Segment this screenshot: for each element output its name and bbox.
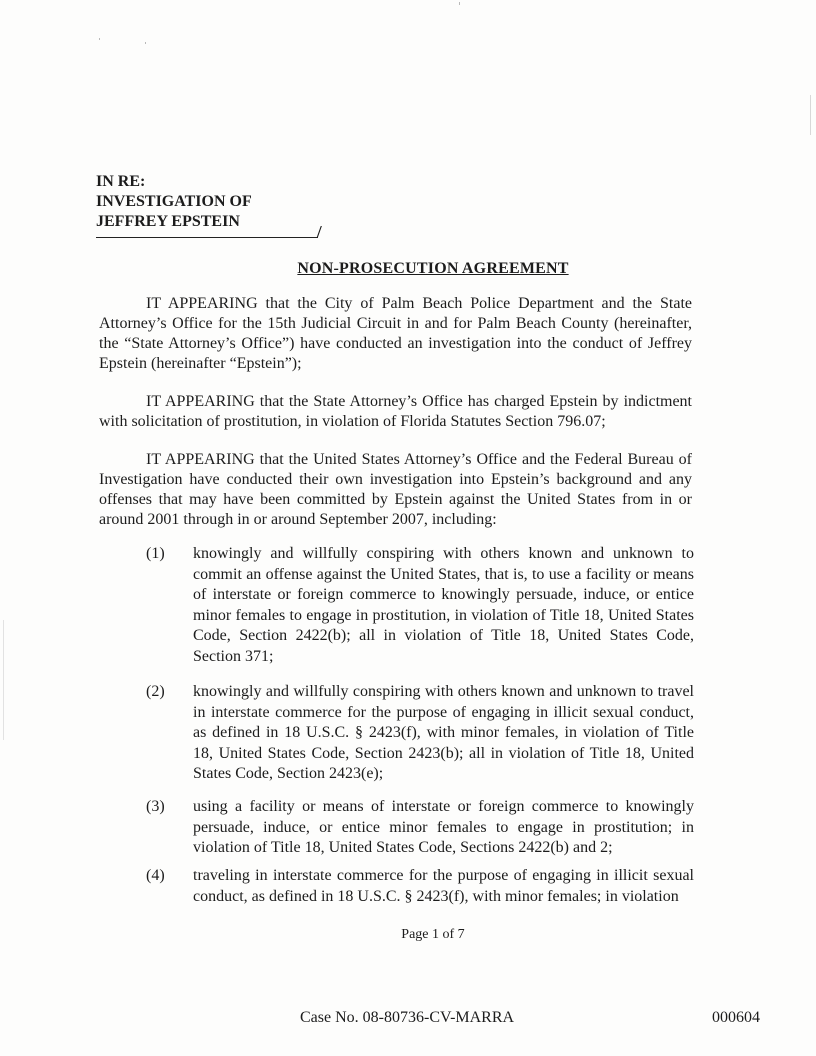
offense-item-number: (3) <box>146 798 165 815</box>
recital-paragraph-1: IT APPEARING that the City of Palm Beach Police Department and the State Attorney’s Office for the 15th Judicial Circuit in and for Palm Beach County (hereinafter, the “State Attorney’s Office”) have conducted an investigation into the conduct of Jeffrey Epstein (hereinafter “Epstein”); <box>99 295 692 372</box>
offense-item-text: using a facility or means of interstate or foreign commerce to knowingly persuade, induce, or entice minor females to engage in prostitution; in violation of Title 18, United States Code, Sections 2422(b) and 2; <box>193 798 694 856</box>
offense-item-3 <box>146 797 694 859</box>
scan-speck <box>810 95 811 135</box>
recital-paragraph-2: IT APPEARING that the State Attorney’s Office has charged Epstein by indictment with solicitation of prostitution, in violation of Florida Statutes Section 796.07; <box>99 393 692 430</box>
scan-speck <box>145 42 146 44</box>
offense-item-number: (1) <box>146 545 165 562</box>
offense-item-1 <box>146 544 694 667</box>
scan-speck <box>459 2 460 5</box>
case-caption <box>96 172 252 232</box>
offense-item-4 <box>146 866 694 907</box>
scan-speck <box>3 620 4 740</box>
document-title: NON-PROSECUTION AGREEMENT <box>297 260 569 277</box>
footer-case-number: Case No. 08-80736-CV-MARRA <box>300 1009 515 1026</box>
offense-item-number: (2) <box>146 683 165 700</box>
caption-underline <box>96 237 318 238</box>
footer-bates-number: 000604 <box>712 1009 760 1026</box>
caption-line-3: JEFFREY EPSTEIN <box>96 213 240 230</box>
offense-item-text: knowingly and willfully conspiring with others known and unknown to travel in interstate commerce for the purpose of engaging in illicit sexual conduct, as defined in 18 U.S.C. § 2423(f), with minor females, in violation of Title 18, United States Code, Section 2423(b); all in violation of Title 18, United States Code, Section 2423(e); <box>193 683 694 782</box>
offense-item-number: (4) <box>146 867 165 884</box>
page-number: Page 1 of 7 <box>401 927 465 942</box>
offense-item-text: knowingly and willfully conspiring with others known and unknown to commit an offense against the United States, that is, to use a facility or means of interstate or foreign commerce to knowingly persuade, induce, or entice minor females to engage in prostitution, in violation of Title 18, United States Code, Section 2422(b); all in violation of Title 18, United States Code, Section 371; <box>193 545 694 665</box>
scan-speck <box>99 38 100 40</box>
offense-item-2 <box>146 682 694 785</box>
caption-slash: / <box>317 222 322 241</box>
caption-line-2: INVESTIGATION OF <box>96 193 252 210</box>
offense-item-text: traveling in interstate commerce for the purpose of engaging in illicit sexual conduct, as defined in 18 U.S.C. § 2423(f), with minor females; in violation <box>193 867 694 905</box>
caption-line-1: IN RE: <box>96 173 146 190</box>
recital-paragraph-3: IT APPEARING that the United States Attorney’s Office and the Federal Bureau of Investigation have conducted their own investigation into Epstein’s background and any offenses that may have been committed by Epstein against the United States from in or around 2001 through in or around September 2007, including: <box>99 451 692 528</box>
